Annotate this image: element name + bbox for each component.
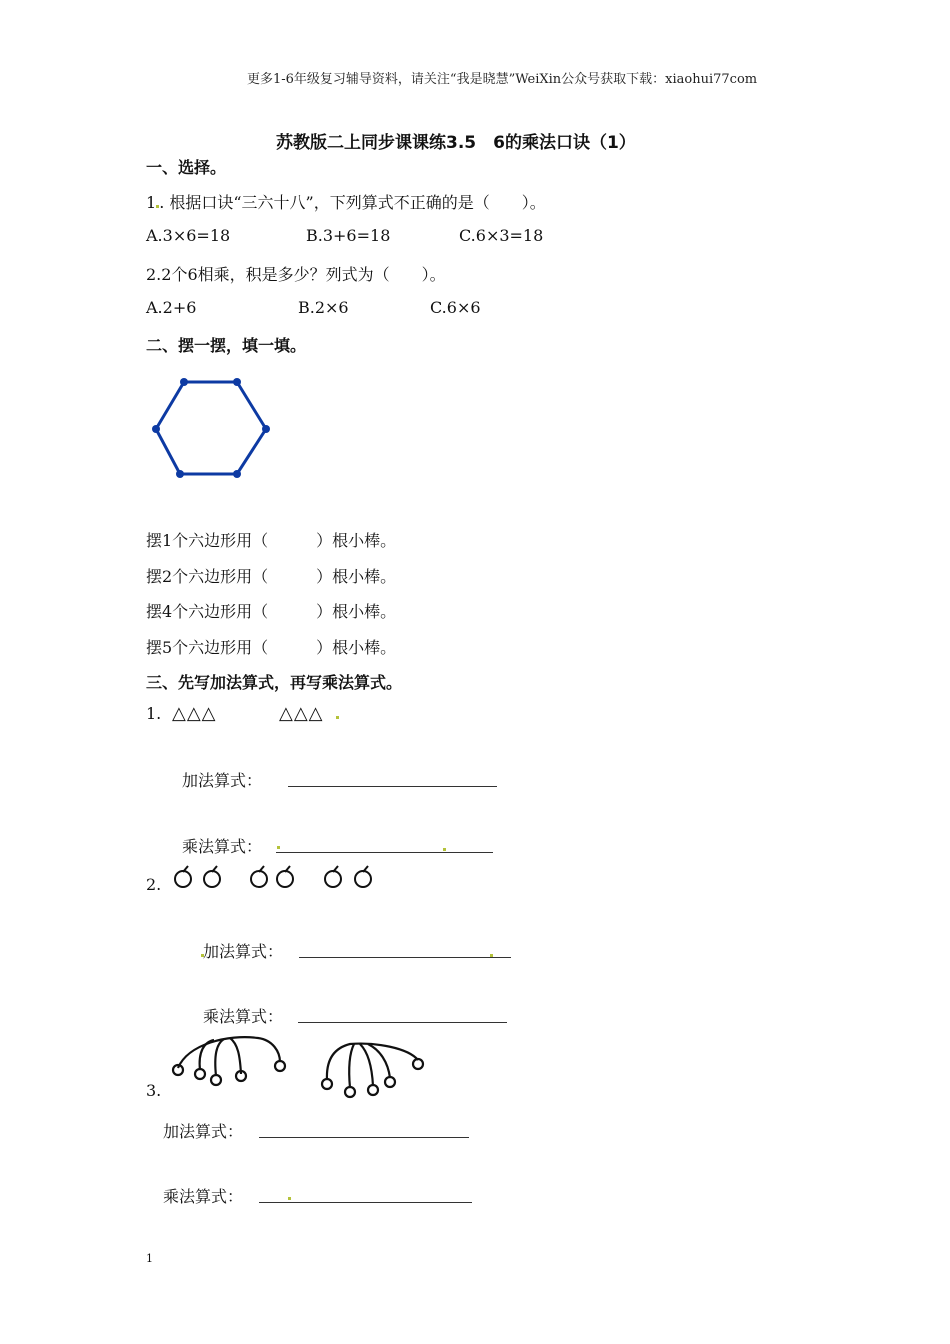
- marker-dot: [336, 716, 339, 719]
- section3-heading: 三、先写加法算式，再写乘法算式。: [146, 673, 403, 692]
- hexagon-line-1: 摆1个六边形用（ ）根小棒。: [146, 531, 397, 550]
- q1-option-c: C.6×3=18: [459, 226, 544, 245]
- apple-icon: [325, 866, 341, 887]
- section1-heading: 一、选择。: [146, 158, 227, 177]
- hexagon-line-3: 摆4个六边形用（ ）根小棒。: [146, 602, 397, 621]
- s3-q3-mul-label: 乘法算式：: [163, 1187, 244, 1206]
- s3-q3-add-label: 加法算式：: [163, 1122, 244, 1141]
- q2-text: 2.2个6相乘，积是多少？列式为（ ）。: [146, 265, 446, 284]
- s3-q1-mul-blank[interactable]: [276, 838, 493, 853]
- marker-dot: [288, 1197, 291, 1200]
- hexagon-outline: [156, 382, 266, 474]
- marker-dot: [443, 848, 446, 851]
- apple-icon: [277, 866, 293, 887]
- triangle-group-b: △△△: [279, 703, 324, 724]
- hexagon-diagram: [150, 376, 274, 480]
- s3-q3-add-blank[interactable]: [259, 1123, 469, 1138]
- q1-option-a: A.3×6=18: [146, 226, 231, 245]
- marker-dot: [277, 846, 280, 849]
- hexagon-vertex: [152, 425, 160, 433]
- hexagon-line-4: 摆5个六边形用（ ）根小棒。: [146, 638, 397, 657]
- s3-q1-number: 1.: [146, 704, 162, 723]
- page-title: 苏教版二上同步课课练3.5 6的乘法口诀（1）: [276, 133, 636, 153]
- s3-q3-number: 3.: [146, 1081, 162, 1100]
- q2-option-b: B.2×6: [298, 298, 349, 317]
- apple-icon: [355, 866, 371, 887]
- s3-q1-mul-label: 乘法算式：: [182, 837, 263, 856]
- hexagon-vertex: [180, 378, 188, 386]
- s3-q2-add-label: 加法算式：: [203, 942, 284, 961]
- s3-q1-add-blank[interactable]: [288, 772, 497, 787]
- apple-icon: [251, 866, 267, 887]
- s3-q1-add-label: 加法算式：: [182, 771, 263, 790]
- hexagon-line-2: 摆2个六边形用（ ）根小棒。: [146, 567, 397, 586]
- s3-q2-mul-blank[interactable]: [298, 1008, 507, 1023]
- hexagon-vertex: [262, 425, 270, 433]
- page-number: 1: [146, 1252, 153, 1265]
- stick-group-1: [173, 1037, 285, 1085]
- apple-icon: [204, 866, 220, 887]
- q1-text: [146, 190, 546, 213]
- s3-q2-mul-label: 乘法算式：: [203, 1007, 284, 1026]
- triangle-group-a: △△△: [172, 703, 217, 724]
- stick-group-2: [322, 1044, 423, 1097]
- q2-option-a: A.2+6: [146, 298, 197, 317]
- apples-illustration: [172, 862, 382, 892]
- hexagon-vertex: [233, 378, 241, 386]
- apple-icon: [175, 866, 191, 887]
- s3-q2-number: 2.: [146, 875, 162, 894]
- s3-q2-add-blank[interactable]: [299, 943, 511, 958]
- q1-body: . 根据口诀“三六十八”，下列算式不正确的是（ ）。: [159, 193, 546, 212]
- q1-number: 1: [146, 193, 157, 212]
- header-note: 更多1-6年级复习辅导资料，请关注“我是晓慧”WeiXin公众号获取下载：xiaohui77com: [247, 72, 758, 87]
- q2-option-c: C.6×6: [430, 298, 481, 317]
- marker-dot: [490, 954, 493, 957]
- s3-q3-mul-blank[interactable]: [259, 1188, 472, 1203]
- hexagon-vertex: [233, 470, 241, 478]
- hexagon-vertex: [176, 470, 184, 478]
- section2-heading: 二、摆一摆，填一填。: [146, 336, 307, 355]
- q1-option-b: B.3+6=18: [306, 226, 391, 245]
- sticks-illustration: [168, 1032, 430, 1100]
